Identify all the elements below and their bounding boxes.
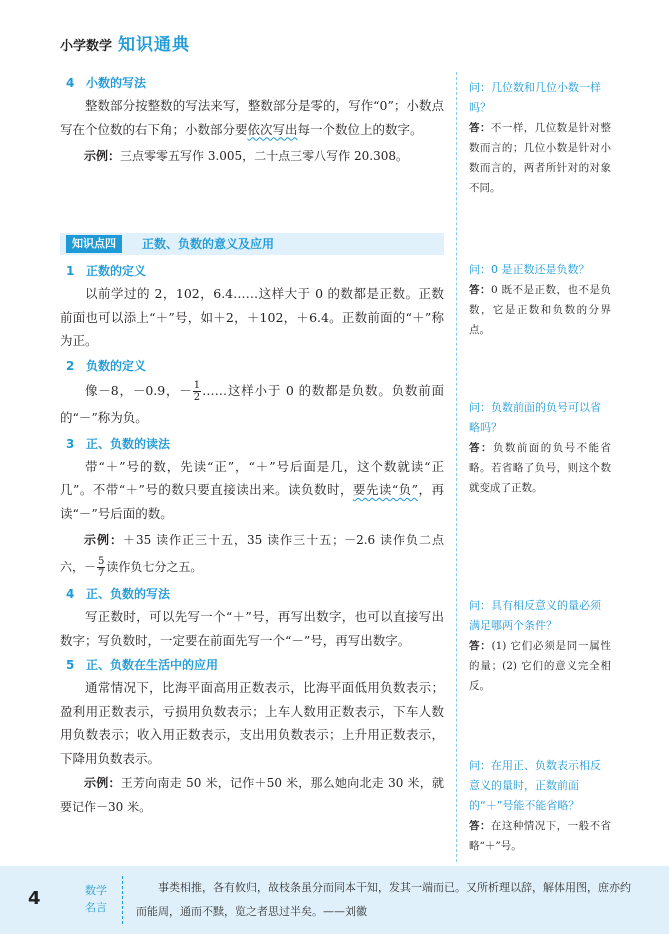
page-footer — [0, 866, 669, 934]
section-body: 像－8，－0.9，－ $\frac{1}{2}$ ……这样小于 0 的数都是负数。负数前面的“－”称为负。 — [60, 379, 444, 425]
section-heading: 4 正、负数的写法 — [66, 587, 171, 601]
section-heading: 4 小数的写法 — [66, 76, 147, 90]
qa-item — [469, 260, 611, 340]
example: 示例：王芳向南走 50 米，记作＋50 米，那么她向北走 30 米，就要记作－30 米。 — [60, 776, 444, 814]
section-positive-definition — [60, 260, 444, 353]
section-applications — [60, 654, 444, 819]
section-body: 整数部分按整数的写法来写，整数部分是零的，写作“0”；小数点写在个位数的右下角；小数部分要依次写出每一个数位上的数字。 — [60, 98, 444, 137]
qa-question: 问：负数前面的负号可以省略吗？ — [469, 401, 601, 434]
section-negative-definition — [60, 355, 444, 431]
knowledge-point-title: 正数、负数的意义及应用 — [142, 237, 275, 251]
main-column-lower — [60, 260, 444, 819]
footer-divider — [122, 876, 123, 924]
qa-question: 问：具有相反意义的量必须满足哪两个条件？ — [469, 599, 601, 632]
qa-item — [469, 398, 611, 498]
section-reading — [60, 433, 444, 582]
qa-answer: 答：(1) 它们必须是同一属性的量；(2) 它们的意义完全相反。 — [469, 640, 612, 692]
example-label: 示例： — [84, 149, 121, 163]
qa-answer: 答：在这种情况下，一般不省略“＋”号。 — [469, 820, 612, 852]
knowledge-point-tag: 知识点四 — [66, 235, 122, 253]
section-body: 写正数时，可以先写一个“＋”号，再写出数字，也可以直接写出数字；写负数时，一定要在前面先写一个“－”号，再写出数字。 — [60, 609, 444, 648]
page-number: 4 — [28, 888, 41, 909]
example-label: 示例： — [84, 533, 123, 547]
knowledge-point-band — [60, 233, 444, 255]
page-header — [60, 30, 190, 54]
qa-answer: 答：不一样，几位数是针对整数而言的；几位小数是针对小数而言的，两者所针对的对象不同。 — [469, 122, 612, 194]
math-quote: 事类相推，各有攸归，故枝条虽分而同本干知，发其一端而已。又所析理以辞，解体用图，庶亦约而能周，通而不黩，览之者思过半矣。——刘徽 — [136, 881, 631, 918]
qa-item — [469, 78, 611, 198]
book-subtitle: 知识通典 — [118, 35, 191, 55]
footer-label: 数学 名言 — [85, 884, 107, 914]
qa-question: 问：在用正、负数表示相反意义的量时，正数前面的“＋”号能不能省略？ — [469, 759, 601, 812]
fraction: $\frac{5}{7}$ — [98, 556, 105, 579]
example-label: 示例： — [84, 776, 121, 790]
qa-answer: 答：0 既不是正数，也不是负数，它是正数和负数的分界点。 — [469, 284, 611, 336]
section-heading: 1 正数的定义 — [66, 264, 147, 278]
section-body: 通常情况下，比海平面高用正数表示，比海平面低用负数表示；盈利用正数表示，亏损用负数表示；上车人数用正数表示，下车人数用负数表示；收入用正数表示，支出用负数表示；上升用正数表示，下降用负数表示。 — [60, 680, 444, 766]
qa-sidebar — [456, 72, 617, 862]
section-writing — [60, 583, 444, 652]
qa-item — [469, 596, 611, 696]
section-heading: 3 正、负数的读法 — [66, 436, 171, 451]
example: 示例：＋35 读作正三十五，35 读作三十五；－2.6 读作负二点六，－ $\frac{5}{7}$ 读作负七分之五。 — [60, 533, 444, 579]
section-body: 以前学过的 2，102，6.4……这样大于 0 的数都是正数。正数前面也可以添上“＋”号，如＋2，＋102，＋6.4。正数前面的“＋”称为正。 — [60, 286, 444, 348]
example: 示例：三点零零五写作 3.005，二十点三零八写作 20.308。 — [84, 149, 408, 163]
book-title: 小学数学 — [60, 39, 113, 54]
section-decimal-writing — [60, 72, 444, 169]
section-heading: 5 正、负数在生活中的应用 — [66, 658, 219, 672]
qa-answer: 答：负数前面的负号不能省略。若省略了负号，则这个数就变成了正数。 — [469, 442, 612, 494]
fraction: $\frac{1}{2}$ — [193, 379, 201, 403]
emphasis-text: 要先读“负” — [352, 482, 419, 497]
qa-question: 问：几位数和几位小数一样吗？ — [469, 81, 601, 114]
section-heading: 2 负数的定义 — [66, 358, 147, 373]
emphasis-text: 依次写出 — [247, 121, 298, 137]
qa-question: 问：0 是正数还是负数？ — [469, 263, 590, 276]
section-body: 带“＋”号的数，先读“正”，“＋”号后面是几，这个数就读“正几”。不带“＋”号的数只要直接读出来。读负数时，要先读“负”，再读“－”号后面的数。 — [60, 458, 444, 521]
main-column — [60, 72, 444, 169]
qa-item — [469, 756, 611, 856]
